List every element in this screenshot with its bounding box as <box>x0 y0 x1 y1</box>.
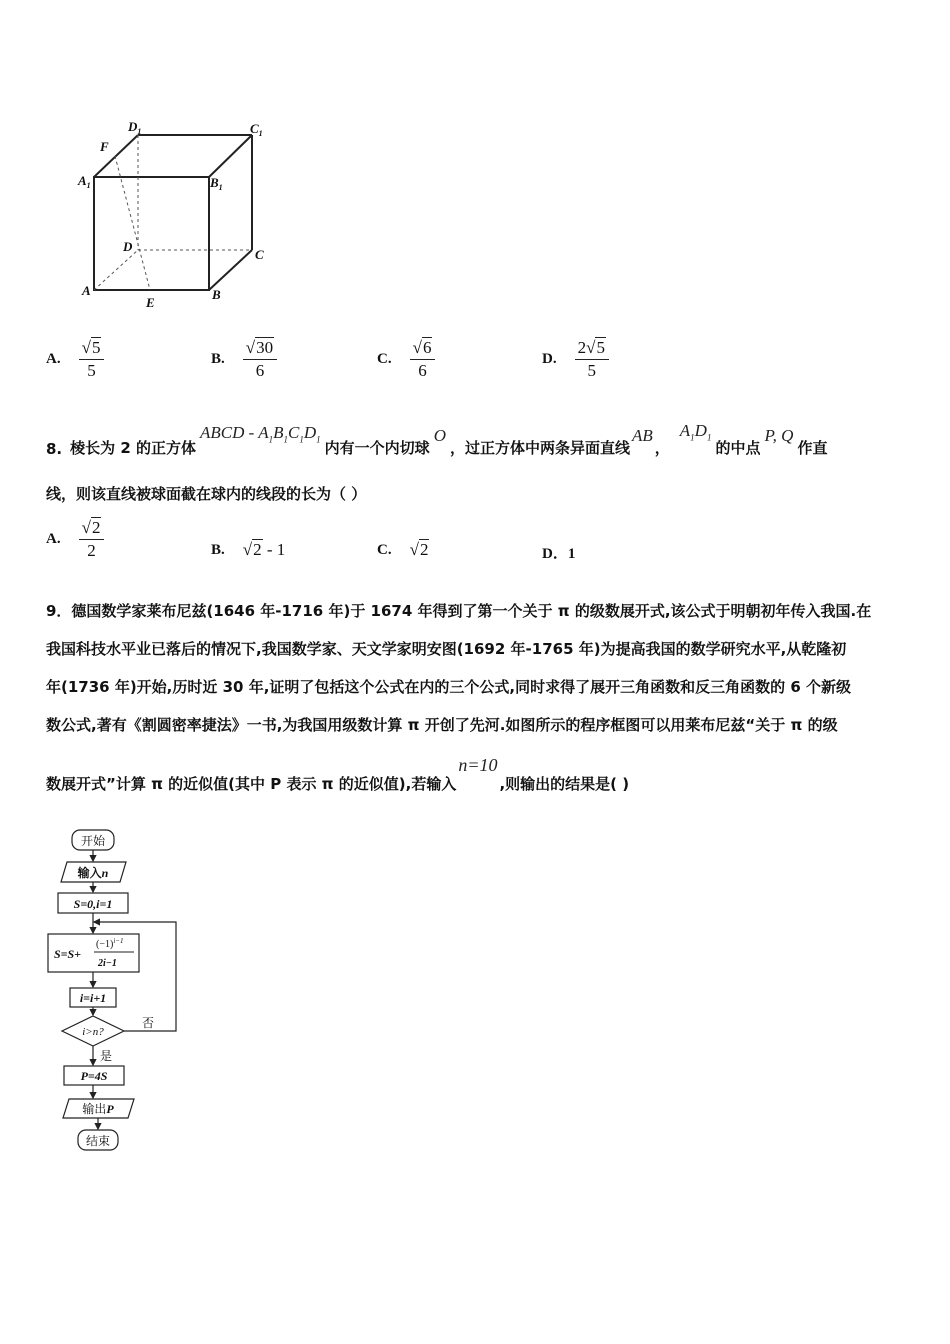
q9-line4: 数公式,著有《割圆密率捷法》一书,为我国用级数计算 π 开创了先河.如图所示的程序框图可以用莱布尼兹“关于 π 的级 <box>46 716 838 734</box>
fraction: $\frac{√30}{6}$ <box>243 338 277 381</box>
q8-line1: 8. 棱长为 2 的正方体 ABCD - $A_1B_1C_1D_1$ 内有一个内切球 O ，过正方体中两条异面直线 AB ， $A_1D_1$ 的中点 P, Q 作直 <box>46 420 828 458</box>
option-letter: A. <box>46 351 61 367</box>
q9-line2: 我国科技水平业已落后的情况下,我国数学家、天文学家明安图(1692 年-1765 年)为提高我国的数学研究水平,从乾隆初 <box>46 640 847 658</box>
cond-label: i>n? <box>82 1026 104 1038</box>
incr-label: i=i+1 <box>79 991 107 1005</box>
option-letter: D. <box>542 351 557 367</box>
yes-label: 是 <box>100 1049 113 1063</box>
q8-number: 8. <box>46 440 63 458</box>
q8-cube-name: ABCD - $A_1B_1C_1D_1$ <box>200 422 321 444</box>
label-f: F <box>100 139 109 154</box>
q8-option-a <box>46 518 104 561</box>
option-letter: B. <box>211 541 225 558</box>
label-a: A <box>82 283 91 298</box>
q7-option-c <box>377 338 435 381</box>
q9-line5: 数展开式”计算 π 的近似值(其中 P 表示 π 的近似值),若输入 n=10 ,则输出的结果是( ) <box>46 755 630 793</box>
fraction: $\frac{2√5}{5}$ <box>575 338 609 381</box>
q8-line2: 线，则该直线被球面截在球内的线段的长为（ ） <box>46 485 367 503</box>
cube-figure <box>70 115 290 315</box>
fraction: $\frac{√5}{5}$ <box>79 338 105 381</box>
label-c1: $C_1$ <box>250 121 263 138</box>
q7-option-d <box>542 338 609 381</box>
q9-line3: 年(1736 年)开始,历时近 30 年,证明了包括这个公式在内的三个公式,同时求得了展开三角函数和反三角函数的 6 个新级 <box>46 678 851 696</box>
label-b: B <box>212 287 221 302</box>
fraction: $\frac{√6}{6}$ <box>410 338 436 381</box>
option-letter: C. <box>377 541 392 558</box>
hidden-edge-ad <box>94 250 138 290</box>
label-e: E <box>146 295 155 310</box>
option-letter: B. <box>211 351 225 367</box>
start-label: 开始 <box>80 834 106 848</box>
q8-option-d: D．1 <box>542 546 576 562</box>
no-label: 否 <box>142 1016 155 1030</box>
flowchart <box>40 822 200 1162</box>
label-c: C <box>255 247 264 262</box>
label-a1: $A_1$ <box>78 173 91 190</box>
label-d: D <box>123 239 133 254</box>
q8-line-a1d1: $A_1D_1$ <box>679 420 712 442</box>
q9-input-n: n=10 <box>458 755 498 775</box>
fraction: $\frac{√2}{2}$ <box>79 518 105 561</box>
label-b1: $B_1$ <box>210 175 223 192</box>
calc-label: P=4S <box>80 1069 108 1083</box>
cube-front-face <box>94 177 209 290</box>
label-d1: $D_1$ <box>128 119 142 136</box>
q7-option-a <box>46 338 104 381</box>
q7-option-b <box>211 338 277 381</box>
end-label: 结束 <box>85 1134 111 1148</box>
update-denominator: 2i−1 <box>98 958 117 969</box>
update-numerator: $(-1)^{i-1}$ <box>96 937 124 950</box>
update-lhs: S=S+ <box>54 947 82 961</box>
option-letter: C. <box>377 351 392 367</box>
init-label: S=0,i=1 <box>73 897 113 911</box>
output-label: 输出P <box>82 1102 114 1116</box>
q8-option-c: C. √2 <box>377 540 429 559</box>
option-letter: A. <box>46 531 61 547</box>
q9-line1: 9．德国数学家莱布尼兹(1646 年-1716 年)于 1674 年得到了第一个关于 π 的级数展开式,该公式于明朝初年传入我国.在 <box>46 602 872 620</box>
q8-option-b: B. √2 - 1 <box>211 540 286 559</box>
input-label: 输入n <box>77 866 109 880</box>
